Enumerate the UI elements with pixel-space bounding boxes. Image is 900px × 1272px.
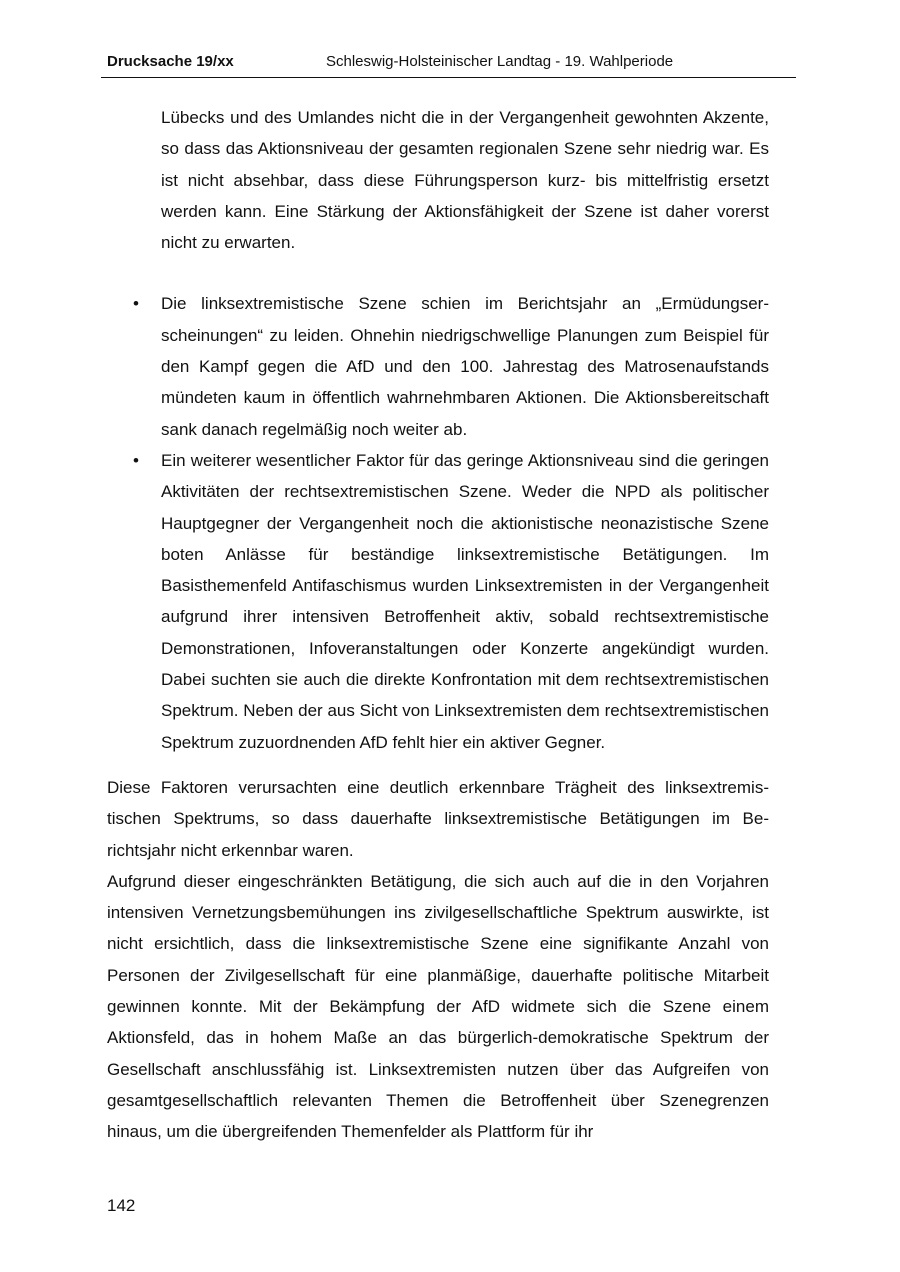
document-number: Drucksache 19/xx (107, 53, 234, 70)
page-number: 142 (107, 1196, 136, 1215)
bullet-item-right-wing-activity: • Ein weiterer wesentlicher Faktor für das geringe Aktionsniveau sind die geringen Aktivitäten der rechtsextremistischen Szene. Weder die NPD als politischer Hauptgegner der Vergangenheit noch die aktionistische neonazistische Szene boten Anlässe für beständige linksextremistische Betätigungen. Im Basisthemenfeld Antifaschismus wurden Linksextremisten in der Vergangenheit aufgrund ihrer intensiven Betroffenheit aktiv, sobald rechtsextremistische Demonstrationen, Infoveranstaltungen oder Konzerte angekündigt wurden. Dabei suchten sie auch die direkte Konfrontation mit dem rechtsextremistischen Spektrum. Neben der aus Sicht von Linksextremisten dem rechtsextremistischen Spektrum zuzuordnenden AfD fehlt hier ein aktiver Gegner. (161, 445, 769, 758)
spacer (107, 258, 769, 288)
continuation-paragraph: Lübecks und des Umlandes nicht die in der Vergangenheit gewohnten Akzente, so dass das Aktionsniveau der gesamten regionalen Szene sehr niedrig war. Es ist nicht absehbar, dass diese Führungsperson kurz- bis mittelfristig ersetzt werden kann. Eine Stärkung der Aktionsfähigkeit der Szene ist daher vorerst nicht zu erwarten. (161, 108, 769, 253)
header-title: Schleswig-Holsteinischer Landtag - 19. Wahlperiode (326, 53, 674, 70)
bullet-list (107, 288, 769, 757)
page-header (101, 50, 796, 78)
body-paragraph-networking: Aufgrund dieser eingeschränkten Betätigung, die sich auch auf die in den Vorjahren intensiven Vernetzungsbemühungen ins zivilgesellschaftliche Spektrum auswirkte, ist nicht ersichtlich, dass die linksextremistische Szene eine signifikante Anzahl von Personen der Zivilgesellschaft für eine planmäßige, dauerhafte politische Mitarbeit gewinnen konnte. Mit der Bekämpfung der AfD widmete sich die Szene einem Aktionsfeld, das in hohem Maße an das bürgerlich-demokratische Spektrum der Gesellschaft anschlussfähig ist. Linksextremisten nutzen über das Aufgreifen von gesamtgesellschaftlich relevanten Themen die Betroffenheit über Szenegrenzen hinaus, um die übergreifenden Themenfelder als Plattform für ihr (107, 871, 769, 1142)
page-content (107, 102, 769, 1148)
body-paragraph-factors: Diese Faktoren verursachten eine deutlich erkennbare Trägheit des linksextremistischen Spektrums, so dass dauerhafte linksextremistische Betätigungen im Berichtsjahr nicht erkennbar waren. (107, 777, 769, 860)
bullet-item-fatigue: • Die linksextremistische Szene schien im Berichtsjahr an „Ermüdungserscheinungen“ zu leiden. Ohnehin niedrigschwellige Planungen zum Beispiel für den Kampf gegen die AfD und den 100. Jahrestag des Matrosenaufstands mündeten kaum in öffentlich wahrnehmbaren Aktionen. Die Aktionsbereitschaft sank danach regelmäßig noch weiter ab. (161, 288, 769, 444)
